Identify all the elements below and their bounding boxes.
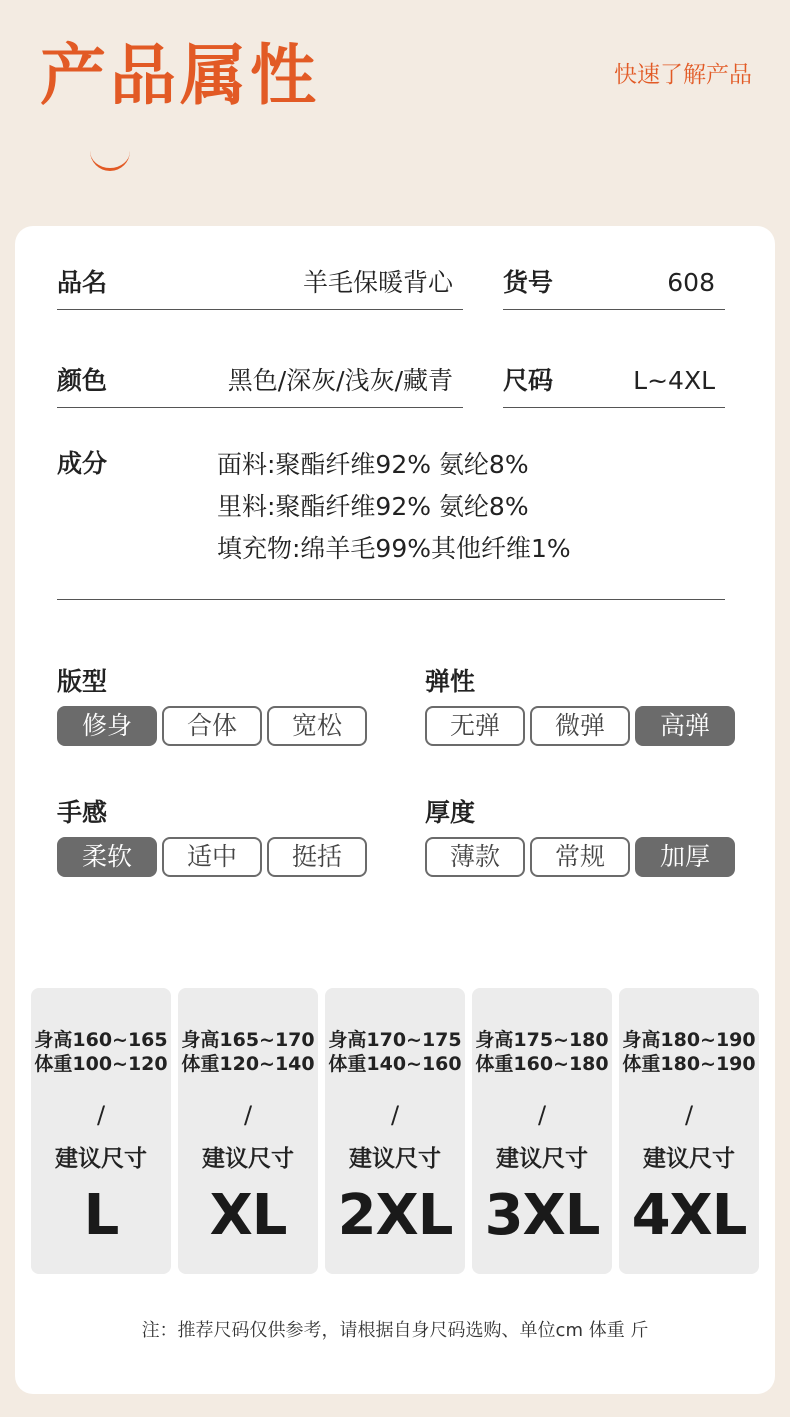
size-height: 身高165~170 [181, 1029, 315, 1051]
composition-line: 面料:聚酯纤维92% 氨纶8% [217, 450, 529, 479]
attribute-label: 厚度 [425, 798, 476, 827]
composition-line: 里料:聚酯纤维92% 氨纶8% [217, 492, 529, 521]
section-divider [57, 599, 725, 600]
field-value: 608 [667, 268, 715, 297]
page-title: 产品属性 [40, 37, 320, 114]
size-weight: 体重100~120 [34, 1053, 168, 1075]
field-item-number [503, 226, 725, 310]
size-card [31, 988, 171, 1274]
field-value: 羊毛保暖背心 [302, 268, 453, 297]
size-chart [31, 988, 759, 1274]
size-height: 身高175~180 [475, 1029, 609, 1051]
option-chip[interactable]: 薄款 [425, 837, 525, 877]
attribute-fit [57, 666, 367, 746]
field-size [503, 324, 725, 408]
field-label: 货号 [503, 268, 554, 297]
field-label: 尺码 [503, 366, 554, 395]
size-recommend-label: 建议尺寸 [202, 1146, 294, 1172]
option-chip[interactable]: 合体 [162, 706, 262, 746]
size-body-info [325, 1028, 465, 1076]
page-subtitle: 快速了解产品 [614, 62, 752, 88]
size-separator: / [243, 1101, 253, 1129]
field-color [57, 324, 463, 408]
attributes-card [15, 226, 775, 1394]
size-separator: / [684, 1101, 694, 1129]
size-card [619, 988, 759, 1274]
size-weight: 体重120~140 [181, 1053, 315, 1075]
size-separator: / [390, 1101, 400, 1129]
size-code: 4XL [631, 1183, 747, 1248]
size-code: 2XL [337, 1183, 453, 1248]
option-chip[interactable]: 挺括 [267, 837, 367, 877]
attribute-options [425, 706, 735, 746]
composition-label: 成分 [57, 449, 108, 478]
option-chip[interactable]: 高弹 [635, 706, 735, 746]
size-separator: / [96, 1101, 106, 1129]
size-note: 注：推荐尺码仅供参考，请根据自身尺码选购、单位cm 体重 斤 [141, 1320, 649, 1341]
size-body-info [619, 1028, 759, 1076]
option-chip[interactable]: 修身 [57, 706, 157, 746]
composition-line: 填充物:绵羊毛99%其他纤维1% [217, 534, 571, 563]
option-chip[interactable]: 柔软 [57, 837, 157, 877]
attribute-options [57, 837, 367, 877]
size-recommend-label: 建议尺寸 [643, 1146, 735, 1172]
option-chip[interactable]: 加厚 [635, 837, 735, 877]
size-card [178, 988, 318, 1274]
field-product-name [57, 226, 463, 310]
size-recommend-label: 建议尺寸 [349, 1146, 441, 1172]
size-height: 身高170~175 [328, 1029, 462, 1051]
size-card [472, 988, 612, 1274]
size-card [325, 988, 465, 1274]
size-recommend-label: 建议尺寸 [496, 1146, 588, 1172]
size-code: XL [209, 1183, 287, 1248]
attribute-label: 弹性 [425, 667, 476, 696]
size-code: L [83, 1183, 119, 1248]
field-value: L~4XL [633, 366, 715, 395]
attribute-thickness [425, 797, 735, 877]
attribute-label: 手感 [57, 798, 108, 827]
attribute-label: 版型 [57, 667, 108, 696]
field-value: 黑色/深灰/浅灰/藏青 [227, 366, 453, 395]
size-recommend-label: 建议尺寸 [55, 1146, 147, 1172]
size-body-info [178, 1028, 318, 1076]
size-height: 身高180~190 [622, 1029, 756, 1051]
attribute-feel [57, 797, 367, 877]
smile-decoration-icon [90, 138, 130, 171]
size-height: 身高160~165 [34, 1029, 168, 1051]
size-weight: 体重160~180 [475, 1053, 609, 1075]
field-label: 颜色 [57, 366, 108, 395]
attribute-options [57, 706, 367, 746]
attribute-elasticity [425, 666, 735, 746]
option-chip[interactable]: 无弹 [425, 706, 525, 746]
attribute-options [425, 837, 735, 877]
size-body-info [472, 1028, 612, 1076]
size-separator: / [537, 1101, 547, 1129]
option-chip[interactable]: 微弹 [530, 706, 630, 746]
option-chip[interactable]: 常规 [530, 837, 630, 877]
composition-lines [217, 444, 571, 570]
option-chip[interactable]: 适中 [162, 837, 262, 877]
size-code: 3XL [484, 1183, 600, 1248]
size-weight: 体重140~160 [328, 1053, 462, 1075]
size-weight: 体重180~190 [622, 1053, 756, 1075]
field-label: 品名 [57, 268, 108, 297]
option-chip[interactable]: 宽松 [267, 706, 367, 746]
size-body-info [31, 1028, 171, 1076]
